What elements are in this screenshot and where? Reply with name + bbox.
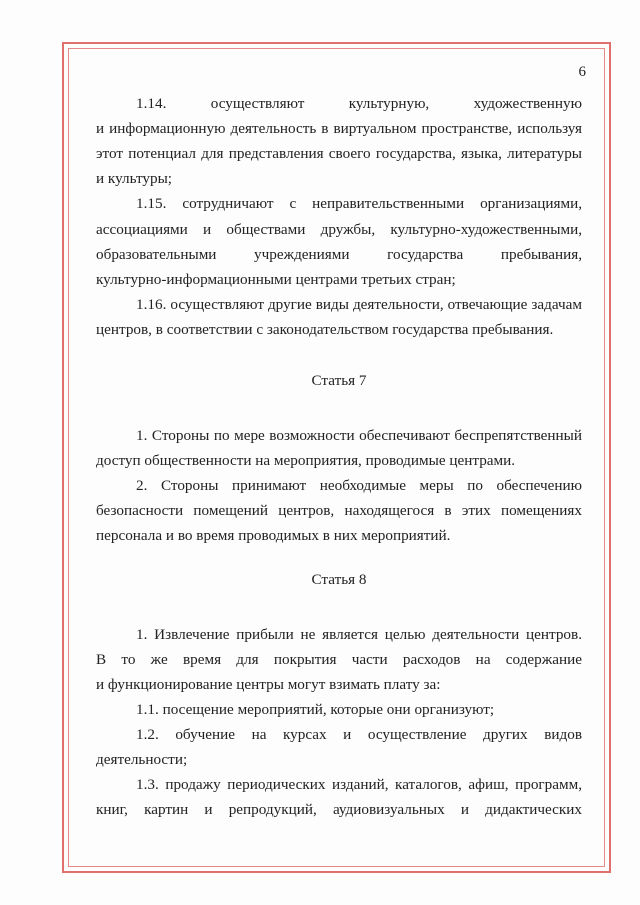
page-number: 6	[578, 64, 586, 80]
paragraph-line: образовательными учреждениями государства пребывания,	[96, 246, 582, 263]
paragraph-line: 1.1. посещение мероприятий, которые они организуют;	[136, 701, 495, 718]
paragraph-line: ассоциациями и обществами дружбы, культурно-художественными,	[96, 221, 582, 238]
paragraph-line: 2. Стороны принимают необходимые меры по обеспечению	[136, 477, 582, 494]
paragraph-line: культурно-информационными центрами третьих стран;	[96, 271, 456, 288]
paragraph-line: 1.15. сотрудничают с неправительственными организациями,	[136, 195, 582, 212]
paragraph-line: 1.3. продажу периодических изданий, каталогов, афиш, программ,	[136, 776, 582, 793]
paragraph-line: 1.14. осуществляют культурную, художественную	[136, 95, 582, 112]
article-heading: Статья 8	[311, 571, 367, 588]
paragraph-line: 1. Извлечение прибыли не является целью деятельности центров.	[136, 626, 582, 643]
paragraph-line: 1. Стороны по мере возможности обеспечивают беспрепятственный	[136, 427, 582, 444]
paragraph-line: В то же время для покрытия части расходов на содержание	[96, 651, 582, 668]
paragraph-line: этот потенциал для представления своего государства, языка, литературы	[96, 145, 582, 162]
paragraph-line: центров, в соответствии с законодательством государства пребывания.	[96, 321, 554, 338]
paragraph-line: персонала и во время проводимых в них мероприятий.	[96, 527, 451, 544]
paragraph-line: доступ общественности на мероприятия, проводимые центрами.	[96, 452, 516, 469]
paragraph-line: книг, картин и репродукций, аудиовизуальных и дидактических	[96, 801, 582, 818]
paragraph-line: безопасности помещений центров, находящегося в этих помещениях	[96, 502, 582, 519]
paragraph-line: 1.16. осуществляют другие виды деятельности, отвечающие задачам	[136, 296, 582, 313]
paragraph-line: деятельности;	[96, 751, 188, 768]
paragraph-line: 1.2. обучение на курсах и осуществление других видов	[136, 726, 582, 743]
paragraph-line: и функционирование центры могут взимать плату за:	[96, 676, 441, 693]
paragraph-line: и культуры;	[96, 170, 172, 187]
paragraph-line: и информационную деятельность в виртуальном пространстве, используя	[96, 120, 582, 137]
article-heading: Статья 7	[311, 372, 367, 389]
